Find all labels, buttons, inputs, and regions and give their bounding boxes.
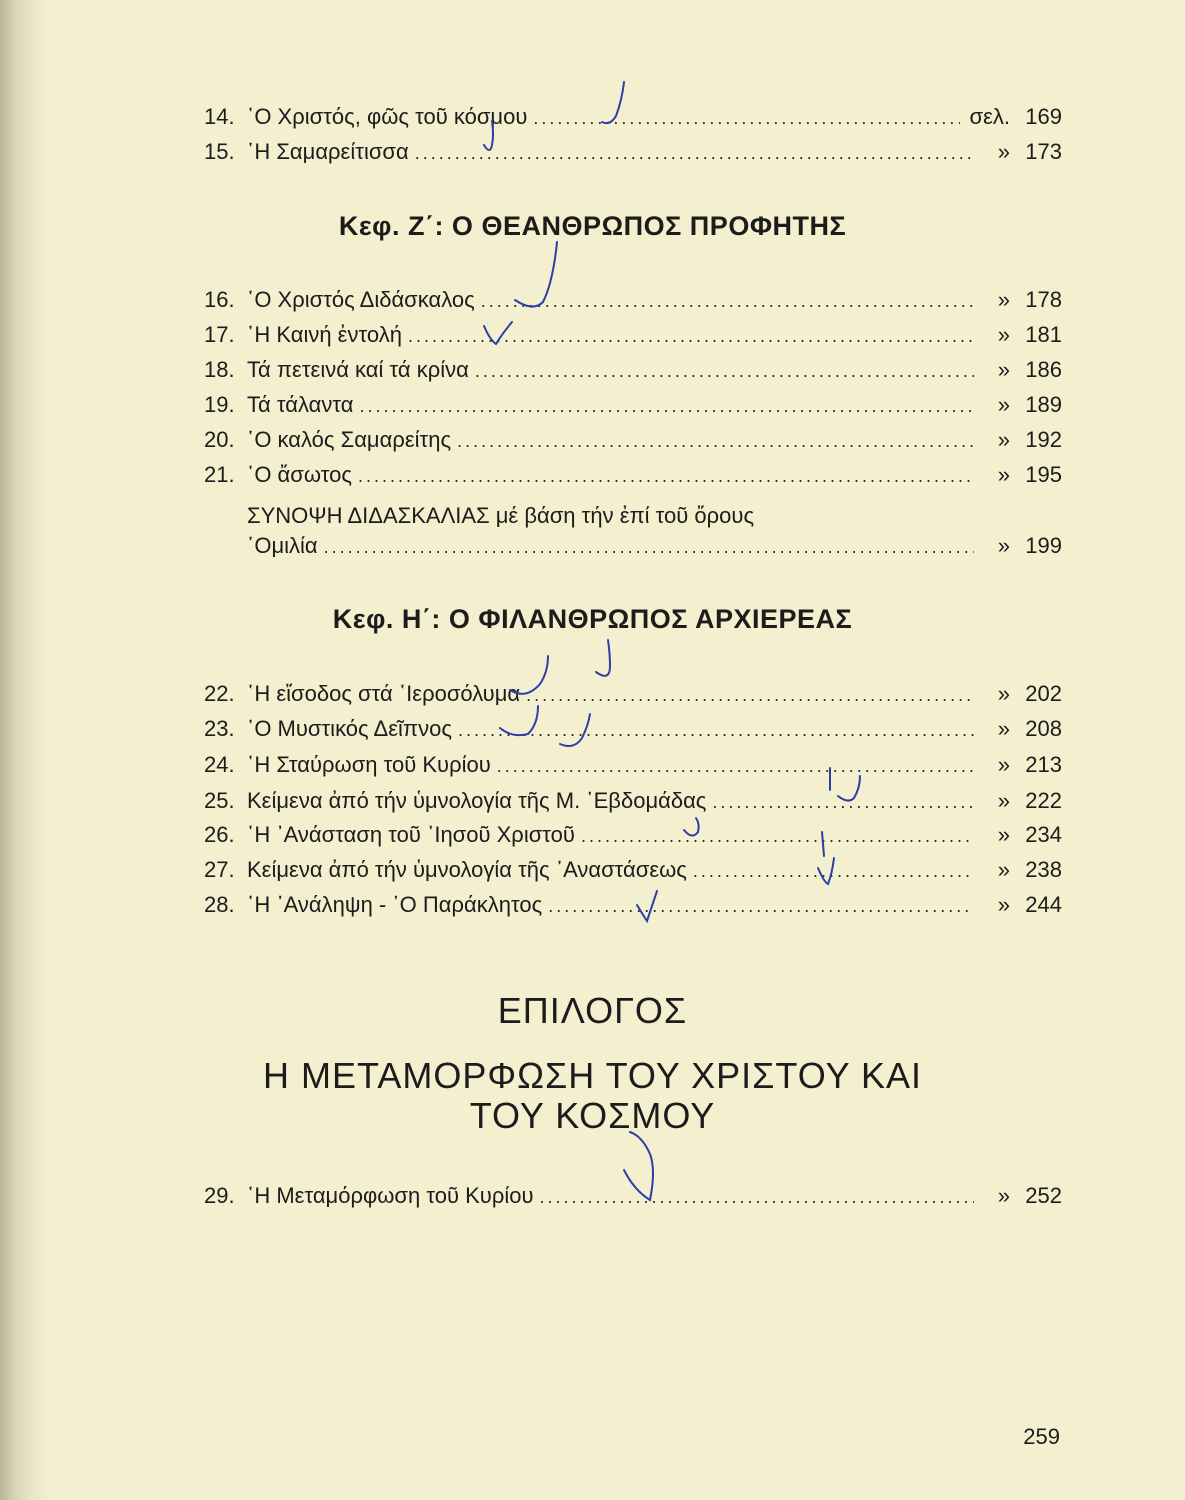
entry-title: Κείμενα ἀπό τήν ὑμνολογία τῆς Μ. ῾Εβδομάδας xyxy=(247,788,707,813)
dot-leader xyxy=(693,861,974,882)
dot-leader xyxy=(481,291,974,312)
ditto-mark: » xyxy=(997,716,1010,741)
ditto-mark: » xyxy=(997,357,1010,382)
epilogue-subtitle-line1: Η ΜΕΤΑΜΟΡΦΩΣΗ ΤΟΥ ΧΡΙΣΤΟΥ ΚΑΙ xyxy=(263,1055,922,1096)
ditto-mark: » xyxy=(997,892,1010,917)
dot-leader xyxy=(533,108,960,129)
dot-leader xyxy=(358,466,974,487)
toc-entry-16[interactable] xyxy=(204,287,1062,321)
entry-number: 28. xyxy=(204,892,235,917)
entry-page: 252 xyxy=(1025,1183,1062,1208)
ditto-mark: » xyxy=(997,788,1010,813)
entry-number: 22. xyxy=(204,681,235,706)
chapter-heading-z: Κεφ. Ζ΄: Ο ΘΕΑΝΘΡΩΠΟΣ ΠΡΟΦΗΤΗΣ xyxy=(338,211,847,241)
dot-leader xyxy=(408,326,974,347)
entry-title: ῾Η ᾿Ανάληψη - ῾Ο Παράκλητος xyxy=(247,892,543,917)
ditto-mark: » xyxy=(997,857,1010,882)
entry-title: ῾Η Μεταμόρφωση τοῦ Κυρίου xyxy=(247,1183,534,1208)
entry-title: ῾Η Σταύρωση τοῦ Κυρίου xyxy=(247,752,491,777)
toc-entry-23[interactable] xyxy=(204,716,1062,750)
entry-number: 23. xyxy=(204,716,235,741)
entry-title: ῾Η Καινή ἐντολή xyxy=(247,322,402,347)
toc-entry-22[interactable] xyxy=(204,681,1062,715)
check-mark-icon xyxy=(596,640,610,676)
dot-leader xyxy=(359,396,974,417)
entry-title: ῾Ομιλία xyxy=(247,533,318,558)
entry-number: 21. xyxy=(204,462,235,487)
toc-entry-20[interactable] xyxy=(204,427,1062,461)
toc-entry-25[interactable] xyxy=(204,788,1062,822)
dot-leader xyxy=(497,756,974,777)
entry-number: 18. xyxy=(204,357,235,382)
toc-entry-27[interactable] xyxy=(204,857,1062,891)
entry-title: ῾Η Σαμαρείτισσα xyxy=(247,139,409,164)
dot-leader xyxy=(475,361,974,382)
entry-page: 202 xyxy=(1025,681,1062,706)
dot-leader xyxy=(457,431,974,452)
ditto-mark: » xyxy=(997,752,1010,777)
toc-entry-29[interactable] xyxy=(204,1183,1062,1217)
entry-title: ῾Ο Χριστός Διδάσκαλος xyxy=(247,287,475,312)
dot-leader xyxy=(415,143,974,164)
entry-page: 173 xyxy=(1025,139,1062,164)
entry-page: 186 xyxy=(1025,357,1062,382)
entry-page: 213 xyxy=(1025,752,1062,777)
toc-entry-summary[interactable] xyxy=(247,533,1062,567)
dot-leader xyxy=(458,720,974,741)
toc-entry-18[interactable] xyxy=(204,357,1062,391)
ditto-mark: » xyxy=(997,287,1010,312)
chapter-heading-h: Κεφ. Η΄: Ο ΦΙΛΑΝΘΡΩΠΟΣ ΑΡΧΙΕΡΕΑΣ xyxy=(332,604,853,634)
entry-number: 24. xyxy=(204,752,235,777)
entry-number: 14. xyxy=(204,104,235,129)
entry-number: 25. xyxy=(204,788,235,813)
entry-title: Τά πετεινά καί τά κρίνα xyxy=(247,357,469,382)
entry-number: 20. xyxy=(204,427,235,452)
dot-leader xyxy=(539,1187,974,1208)
entry-page: 208 xyxy=(1025,716,1062,741)
entry-title: ῾Ο ἄσωτος xyxy=(247,462,352,487)
entry-title: ῾Η εἴσοδος στά ῾Ιεροσόλυμα xyxy=(247,681,521,706)
entry-page: 195 xyxy=(1025,462,1062,487)
entry-page: 192 xyxy=(1025,427,1062,452)
entry-page: 189 xyxy=(1025,392,1062,417)
ditto-mark: » xyxy=(997,427,1010,452)
ditto-mark: » xyxy=(997,533,1010,558)
entry-number: 19. xyxy=(204,392,235,417)
entry-number: 29. xyxy=(204,1183,235,1208)
toc-entry-15[interactable] xyxy=(204,139,1062,173)
entry-title: ῾Ο Χριστός, φῶς τοῦ κόσμου xyxy=(247,104,528,129)
toc-entry-26[interactable] xyxy=(204,822,1062,856)
entry-title: Κείμενα ἀπό τήν ὑμνολογία τῆς ᾿Αναστάσεως xyxy=(247,857,687,882)
entry-number: 17. xyxy=(204,322,235,347)
ditto-mark: » xyxy=(997,462,1010,487)
page-number: 259 xyxy=(1023,1424,1060,1449)
dot-leader xyxy=(324,537,974,558)
toc-entry-24[interactable] xyxy=(204,752,1062,786)
page-label: σελ. xyxy=(969,104,1010,129)
entry-page: 178 xyxy=(1025,287,1062,312)
entry-number: 27. xyxy=(204,857,235,882)
epilogue-heading: ΕΠΙΛΟΓΟΣ xyxy=(497,990,688,1031)
toc-entry-28[interactable] xyxy=(204,892,1062,926)
entry-number: 26. xyxy=(204,822,235,847)
dot-leader xyxy=(526,685,974,706)
entry-page: 222 xyxy=(1025,788,1062,813)
ditto-mark: » xyxy=(997,322,1010,347)
summary-line: ΣΥΝΟΨΗ ΔΙΔΑΣΚΑΛΙΑΣ μέ βάση τήν ἐπί τοῦ ὄρους xyxy=(247,503,755,528)
entry-page: 244 xyxy=(1025,892,1062,917)
dot-leader xyxy=(712,792,974,813)
entry-number: 16. xyxy=(204,287,235,312)
dot-leader xyxy=(548,896,974,917)
ditto-mark: » xyxy=(997,681,1010,706)
entry-page: 181 xyxy=(1025,322,1062,347)
ditto-mark: » xyxy=(997,1183,1010,1208)
entry-title: ῾Ο καλός Σαμαρείτης xyxy=(247,427,452,452)
entry-title: Τά τάλαντα xyxy=(247,392,354,417)
entry-page: 169 xyxy=(1025,104,1062,129)
ditto-mark: » xyxy=(997,392,1010,417)
entry-title: ῾Η ᾿Ανάσταση τοῦ ᾿Ιησοῦ Χριστοῦ xyxy=(247,822,575,847)
ditto-mark: » xyxy=(997,822,1010,847)
entry-page: 234 xyxy=(1025,822,1062,847)
toc-entry-21[interactable] xyxy=(204,462,1062,496)
ditto-mark: » xyxy=(997,139,1010,164)
entry-page: 238 xyxy=(1025,857,1062,882)
dot-leader xyxy=(581,826,974,847)
epilogue-subtitle-line2: ΤΟΥ ΚΟΣΜΟΥ xyxy=(469,1095,716,1136)
toc-entry-19[interactable] xyxy=(204,392,1062,426)
toc-entry-17[interactable] xyxy=(204,322,1062,356)
entry-title: ῾Ο Μυστικός Δεῖπνος xyxy=(247,716,452,741)
entry-number: 15. xyxy=(204,139,235,164)
entry-page: 199 xyxy=(1025,533,1062,558)
toc-entry-14[interactable] xyxy=(204,104,1062,138)
